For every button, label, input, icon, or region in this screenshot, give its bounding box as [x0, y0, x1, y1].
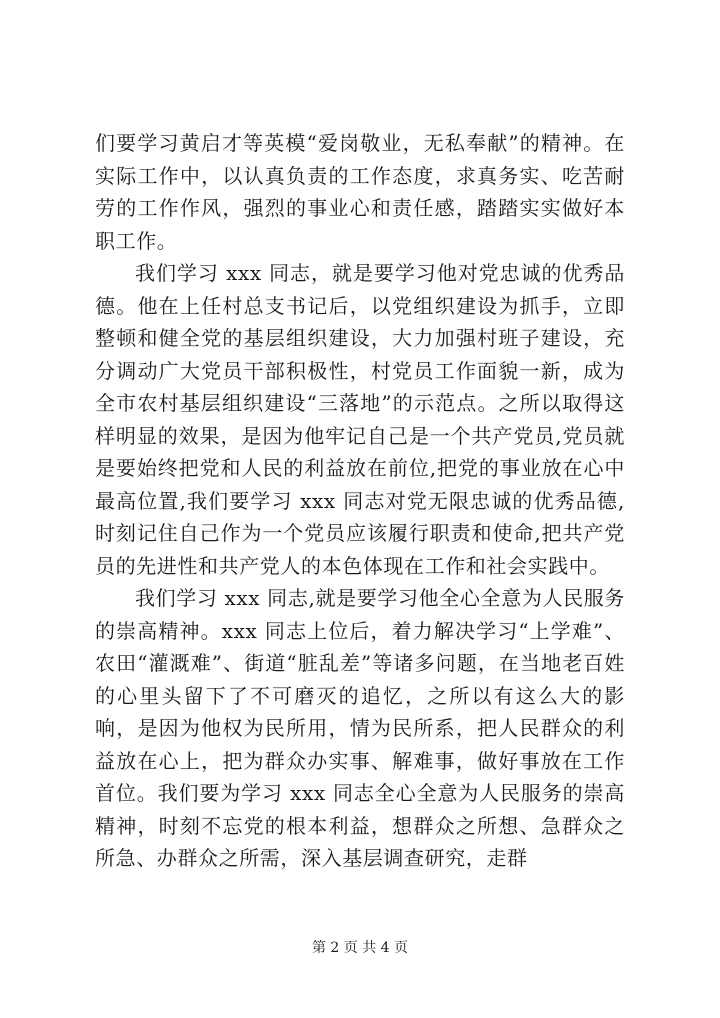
paragraph-serve-people: 我们学习 xxx 同志,就是要学习他全心全意为人民服务的崇高精神。xxx 同志上位后，着力解决学习“上学难”、农田“灌溉难”、街道“脏乱差”等诸多问题，在当地老百姓的心里头留下了不可磨灭的追忆，之所以有这么大的影响，是因为他权为民所用，情为民所系，把人民群众的利益放在心上，把为群众办实事、解难事，做好事放在工作首位。我们要为学习 xxx 同志全心全意为人民服务的崇高精神，时刻不忘党的根本利益，想群众之所想、急群众之所急、办群众之所需，深入基层调查研究，走群 — [95, 586, 625, 870]
paragraph-party-loyalty: 我们学习 xxx 同志，就是要学习他对党忠诚的优秀品德。他在上任村总支书记后，以党组织建设为抓手，立即整顿和健全党的基层组织建设，大力加强村班子建设，充分调动广大党员干部积极性，村党员工作面貌一新，成为全市农村基层组织建设“三落地”的示范点。之所以取得这样明显的效果，是因为他牢记自己是一个共产党员,党员就是要始终把党和人民的利益放在前位,把党的事业放在心中最高位置,我们要学习 xxx 同志对党无限忠诚的优秀品德,时刻记住自己作为一个党员应该履行职责和使命,把共产党员的先进性和共产党人的本色体现在工作和社会实践中。 — [95, 261, 625, 578]
document-body — [95, 127, 625, 875]
paragraph-continuation: 们要学习黄启才等英模“爱岗敬业，无私奉献”的精神。在实际工作中，以认真负责的工作态度，求真务实、吃苦耐劳的工作作风，强烈的事业心和责任感，踏踏实实做好本职工作。 — [95, 131, 625, 253]
page-number-footer: 第 2 页 共 4 页 — [311, 940, 409, 956]
